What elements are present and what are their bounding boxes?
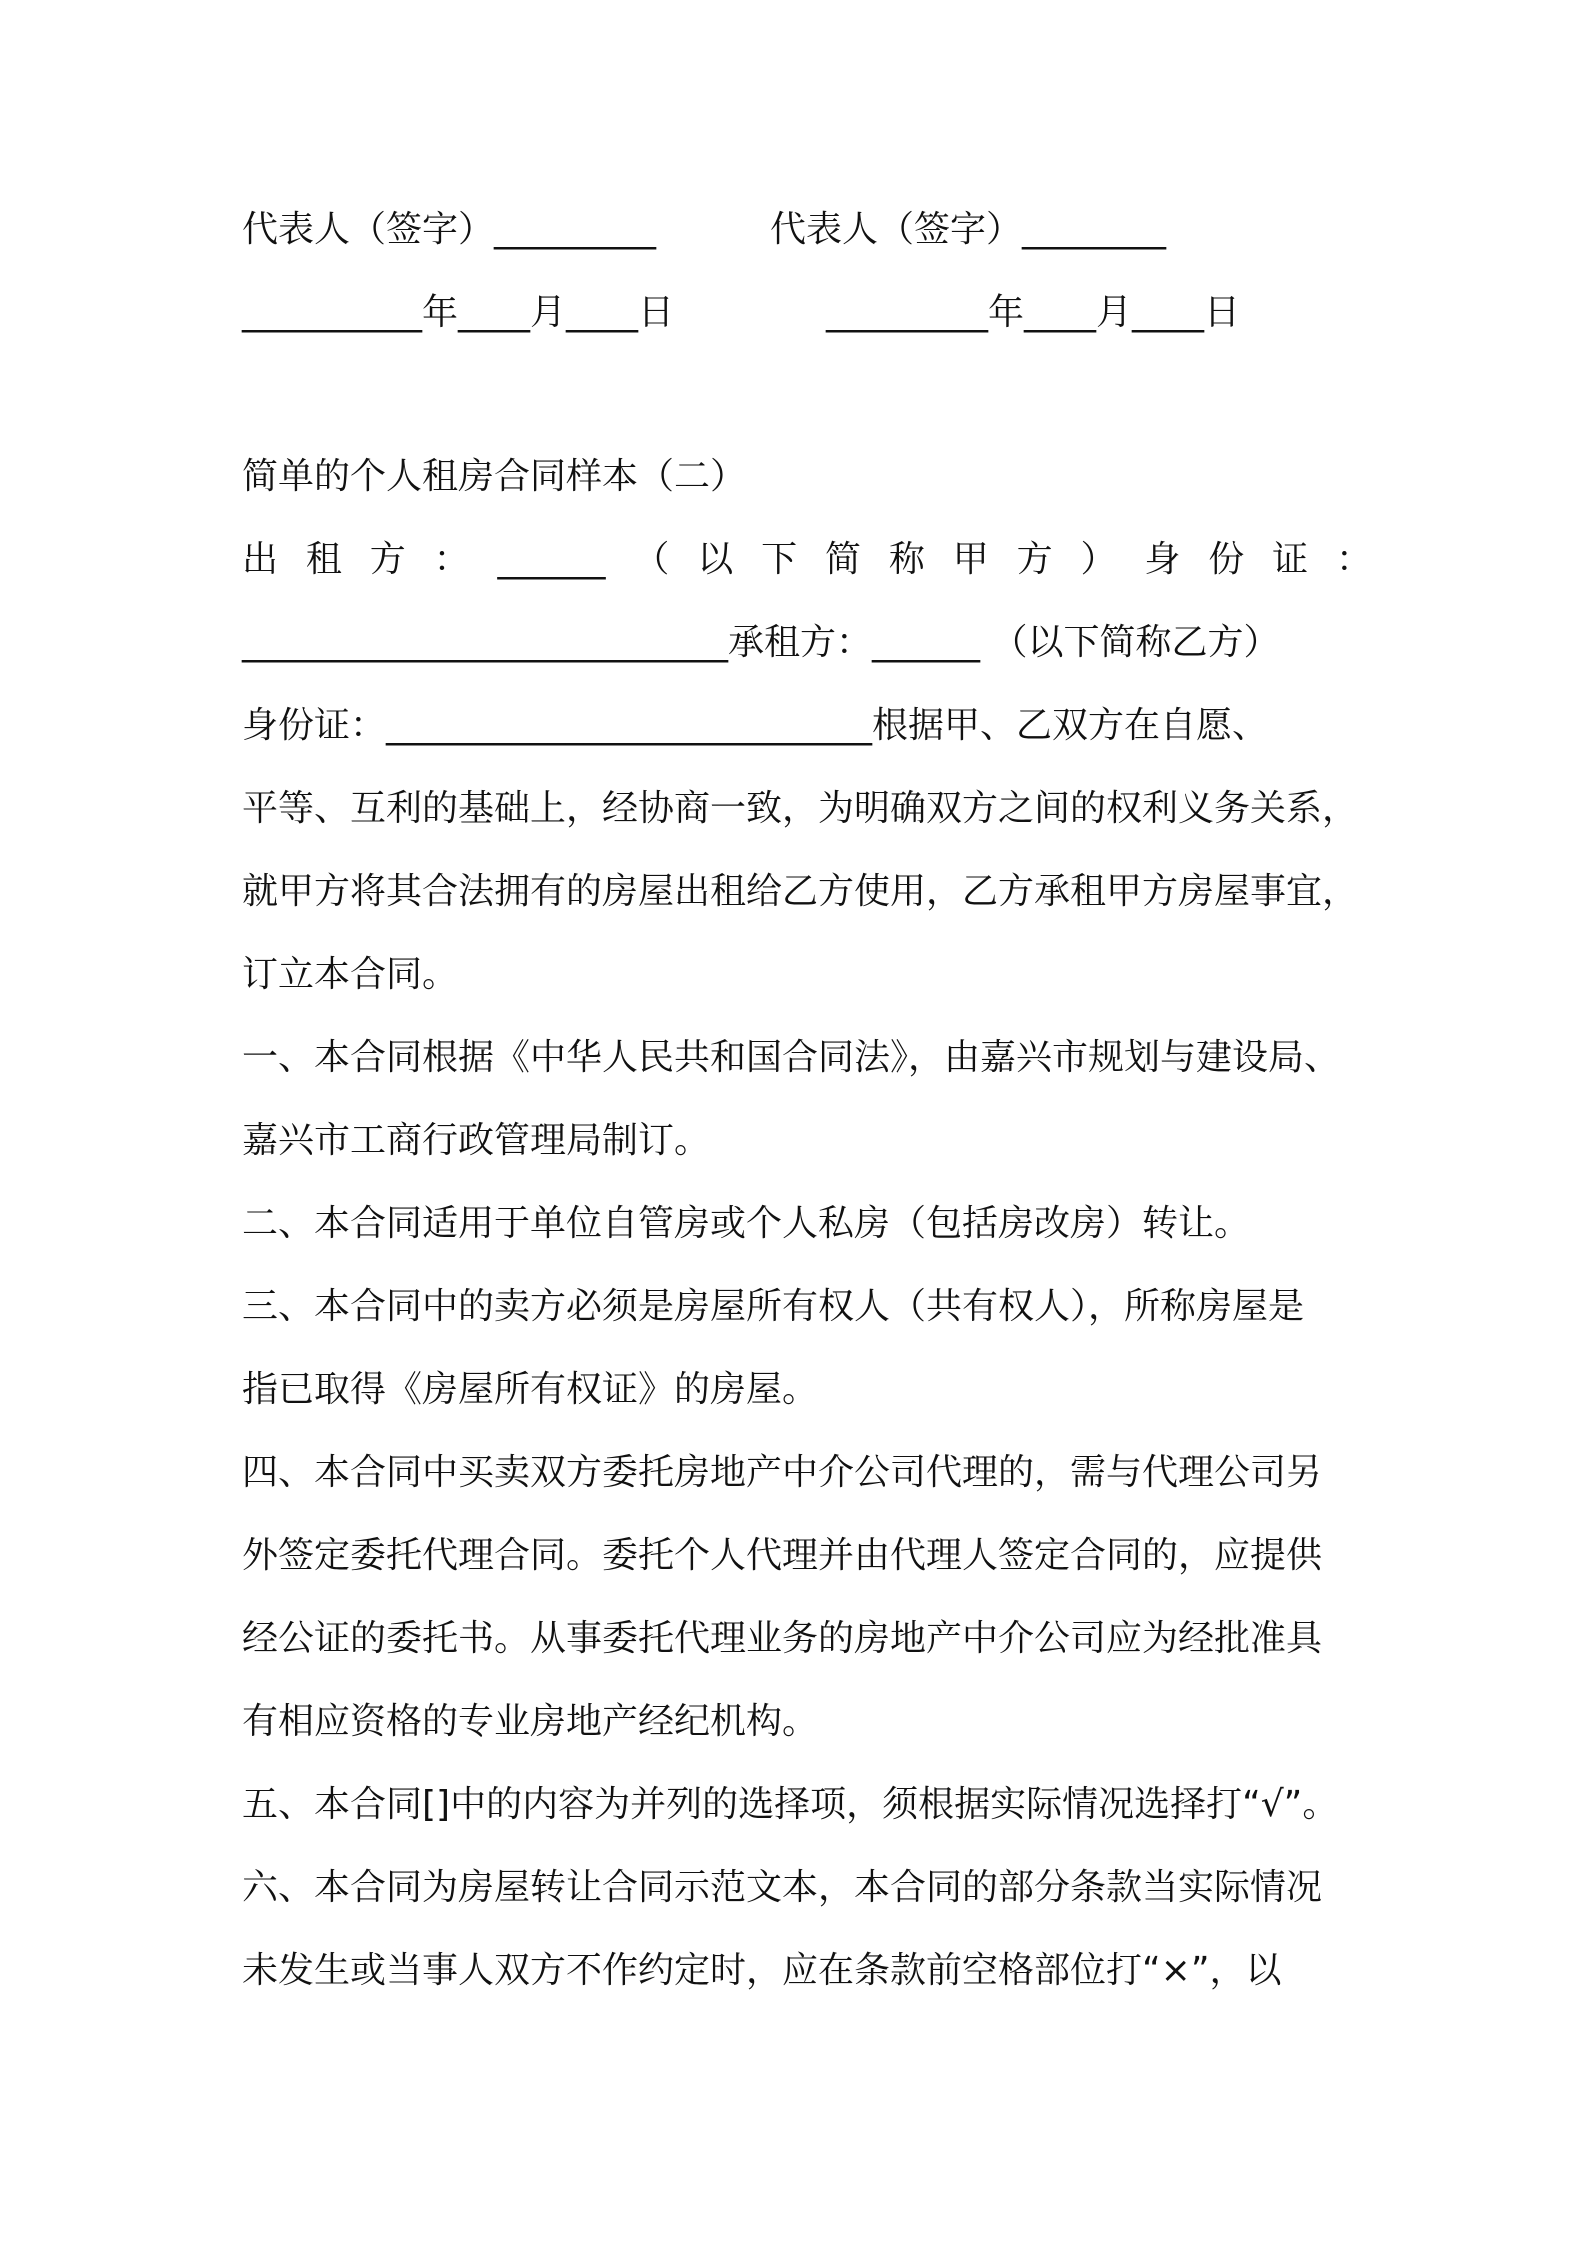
lessee-line: ___________________________承租方：______ （以下简称乙方） — [242, 622, 1280, 663]
lessor-char: 方 — [1016, 539, 1053, 580]
lessor-char: ： — [1335, 539, 1372, 580]
lessor-char: 下 — [761, 539, 798, 580]
lessor-char: 证 — [1272, 539, 1309, 580]
clause-2-line: 二、本合同适用于单位自管房或个人私房（包括房改房）转让。 — [242, 1203, 1251, 1244]
paragraph-line: 订立本合同。 — [242, 954, 459, 995]
lessor-line — [242, 535, 1372, 585]
clause-4-line: 经公证的委托书。从事委托代理业务的房地产中介公司应为经批准具 — [242, 1618, 1323, 1659]
left-signature-date: __________年____月____日 — [242, 292, 674, 333]
right-signature-date: _________年____月____日 — [826, 292, 1240, 333]
clause-6-line: 六、本合同为房屋转让合同示范文本，本合同的部分条款当实际情况 — [242, 1867, 1323, 1908]
lessor-char: （ — [633, 539, 670, 580]
clause-1-line: 一、本合同根据《中华人民共和国合同法》，由嘉兴市规划与建设局、 — [242, 1037, 1341, 1078]
clause-4-line: 有相应资格的专业房地产经纪机构。 — [242, 1701, 819, 1742]
lessor-char: ） — [1080, 539, 1117, 580]
lessor-char: 出 — [242, 539, 279, 580]
clause-3-line: 指已取得《房屋所有权证》的房屋。 — [242, 1369, 819, 1410]
clause-5-line: 五、本合同[]中的内容为并列的选择项，须根据实际情况选择打“√”。 — [242, 1784, 1339, 1825]
clause-4-line: 外签定委托代理合同。委托个人代理并由代理人签定合同的，应提供 — [242, 1535, 1323, 1576]
right-representative-signature: 代表人（签字）________ — [770, 209, 1167, 250]
lessor-blank: ______ — [497, 539, 606, 580]
lessor-char: 方 — [369, 539, 406, 580]
lessor-char: 以 — [697, 539, 734, 580]
clause-6-line: 未发生或当事人双方不作约定时，应在条款前空格部位打“×”，以 — [242, 1950, 1282, 1991]
lessor-char: 份 — [1208, 539, 1245, 580]
document-title: 简单的个人租房合同样本（二） — [242, 456, 747, 497]
id-line: 身份证：___________________________根据甲、乙双方在自愿、 — [242, 705, 1269, 746]
left-representative-signature: 代表人（签字）_________ — [242, 209, 657, 250]
paragraph-line: 就甲方将其合法拥有的房屋出租给乙方使用，乙方承租甲方房屋事宜， — [242, 871, 1359, 912]
lessor-char: 简 — [824, 539, 861, 580]
clause-4-line: 四、本合同中买卖双方委托房地产中介公司代理的，需与代理公司另 — [242, 1452, 1323, 1493]
lessor-char: 身 — [1144, 539, 1181, 580]
clause-1-line: 嘉兴市工商行政管理局制订。 — [242, 1120, 711, 1161]
lessor-char: 甲 — [952, 539, 989, 580]
lessor-char: ： — [433, 539, 470, 580]
paragraph-line: 平等、互利的基础上，经协商一致，为明确双方之间的权利义务关系， — [242, 788, 1359, 829]
lessor-char: 租 — [305, 539, 342, 580]
clause-3-line: 三、本合同中的卖方必须是房屋所有权人（共有权人），所称房屋是 — [242, 1286, 1305, 1327]
lessor-char: 称 — [888, 539, 925, 580]
